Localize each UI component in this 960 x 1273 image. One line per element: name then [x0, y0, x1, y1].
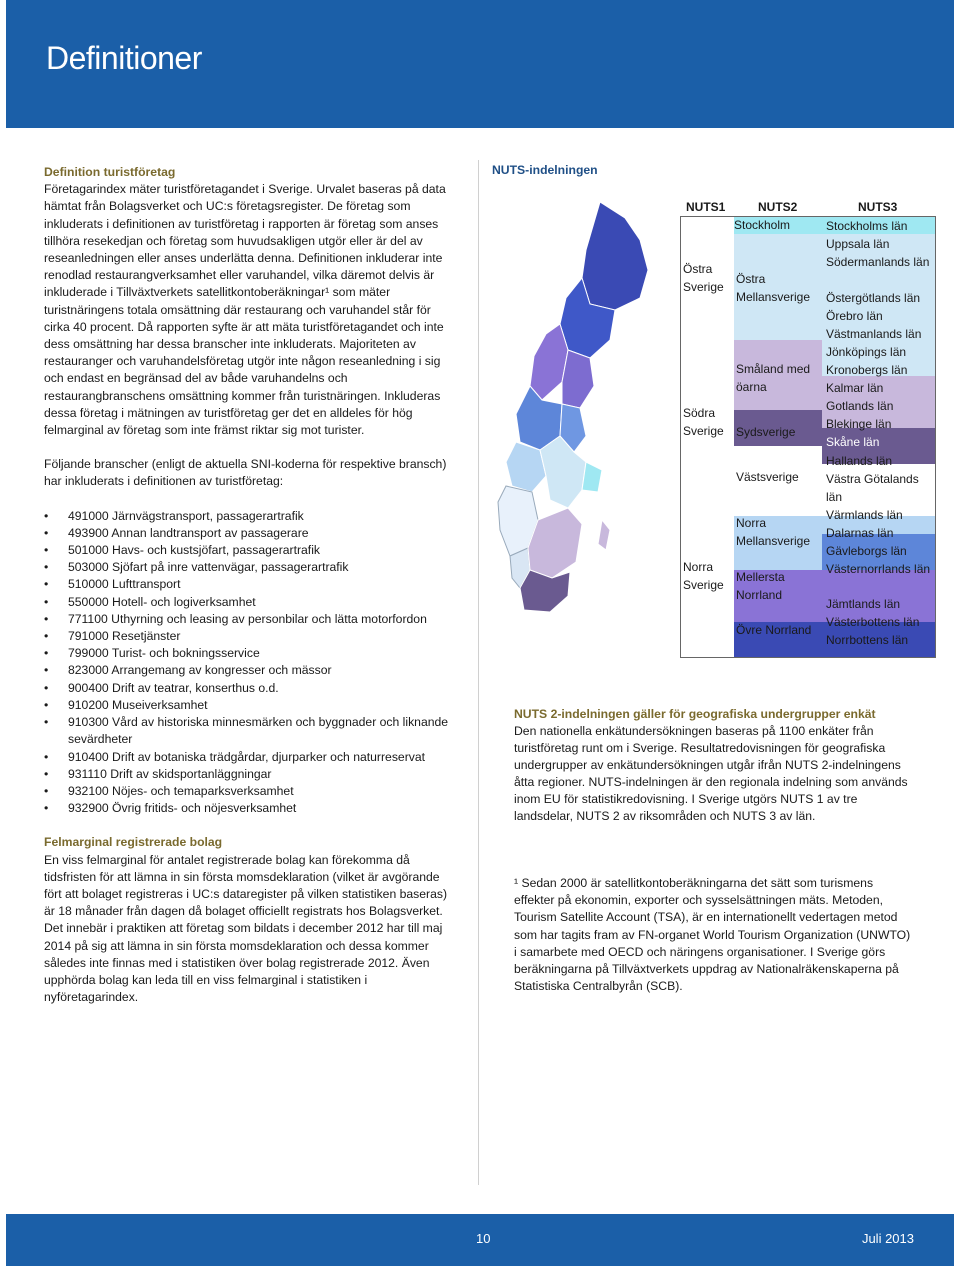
- left-column: [44, 164, 458, 1006]
- map-region-stockholm: [582, 462, 602, 492]
- map-region-gotland: [598, 520, 610, 550]
- nuts2-text: Den nationella enkätundersökningen baseras på 1100 enkäter från turistföretag runt om i Sverige. Resultatredovisningen för geografiska undergrupper av enkätundersökningen utgår ifrån NUTS 2-indelningens åtta regioner. NUTS-indelningen är den regionala indelning som används inom EU för statistikredovisning. I Sverige utgörs NUTS 1 av tre landsdelar, NUTS 2 av riksområden och NUTS 3 av län.: [514, 724, 908, 823]
- felmarginal-text: En viss felmarginal för antalet registrerade bolag kan förekomma då tidsfristen för att lämna in sin första momsdeklaration (vilket är avgörande fört att bolaget registreras i UC:s dataregister på vilken statistiken baseras) är 18 månader från dagen då bolaget officiellt registrats hos Bolagsverket. Det innebär i praktiken att företag som bildats i december 2012 har till maj 2014 på sig att lämna in sin första momsdeklaration och dessa kommer således inte finnas med i statistiken över bolag registrerade 2012. Även upphörda bolag kan leda till en viss felmarginal i statistiken i nyföretagarindex.: [44, 852, 448, 1005]
- nuts3-cell: Västra Götalands län: [826, 472, 919, 504]
- definition-heading: Definition turistföretag: [44, 165, 176, 179]
- list-item: • 771100 Uthyrning och leasing av personbilar och lätta motorfordon: [44, 611, 458, 628]
- list-item: • 932900 Övrig fritids- och nöjesverksamhet: [44, 800, 458, 817]
- list-item: • 503000 Sjöfart på inre vattenvägar, passagerartrafik: [44, 559, 458, 576]
- list-item: • 900400 Drift av teatrar, konserthus o.d.: [44, 680, 458, 697]
- sweden-map: [490, 200, 680, 670]
- page-footer: [6, 1214, 954, 1266]
- nuts2-cell: Övre Norrland: [736, 623, 812, 637]
- nuts3-cell: Gävleborgs län: [826, 544, 907, 558]
- list-item: • 932100 Nöjes- och temaparksverksamhet: [44, 783, 458, 800]
- nuts1-header: NUTS1: [686, 200, 726, 214]
- nuts2-cell: Mellersta Norrland: [736, 570, 785, 602]
- nuts2-heading: NUTS 2-indelningen gäller för geografiska undergrupper enkät: [514, 707, 876, 721]
- nuts3-cell: Östergötlands län: [826, 291, 921, 305]
- nuts3-cell: Hallands län: [826, 454, 893, 468]
- nuts3-cell: Skåne län: [826, 435, 880, 449]
- nuts3-cell: Södermanlands län: [826, 255, 930, 269]
- nuts1-cell: Östra Sverige: [683, 262, 724, 294]
- list-item: • 823000 Arrangemang av kongresser och mässor: [44, 662, 458, 679]
- list-item: • 791000 Resetjänster: [44, 628, 458, 645]
- map-region-ostra-mellansverige: [540, 436, 586, 508]
- list-item: • 491000 Järnvägstransport, passagerartrafik: [44, 508, 458, 525]
- nuts3-cell: Värmlands län: [826, 508, 903, 522]
- map-region-sydsverige: [520, 570, 570, 612]
- map-region-norrbotten: [582, 202, 648, 310]
- nuts3-header: NUTS3: [858, 200, 898, 214]
- list-item: • 501000 Havs- och kustsjöfart, passagerartrafik: [44, 542, 458, 559]
- nuts2-cell: Norra Mellansverige: [736, 516, 811, 548]
- list-item: • 910300 Vård av historiska minnesmärken och byggnader och liknande sevärdheter: [44, 714, 458, 748]
- list-item: • 910200 Museiverksamhet: [44, 697, 458, 714]
- nuts3-cell: Västernorrlands län: [826, 562, 931, 576]
- branch-list: [44, 508, 458, 818]
- page-title: Definitioner: [46, 40, 202, 76]
- list-item: • 910400 Drift av botaniska trädgårdar, djurparker och naturreservat: [44, 749, 458, 766]
- footer-date: Juli 2013: [861, 1231, 914, 1246]
- nuts3-cell: Västerbottens län: [826, 615, 920, 629]
- nuts3-cell: Jämtlands län: [826, 597, 901, 611]
- nuts-heading: NUTS-indelningen: [492, 163, 598, 177]
- nuts3-cell: Jönköpings län: [826, 345, 907, 359]
- nuts2-cell: Västsverige: [736, 470, 799, 484]
- list-item: • 931110 Drift av skidsportanläggningar: [44, 766, 458, 783]
- nuts3-cell: Dalarnas län: [826, 526, 894, 540]
- nuts3-cell: Örebro län: [826, 309, 883, 323]
- list-item: • 510000 Lufttransport: [44, 576, 458, 593]
- nuts2-cell: Östra Mellansverige: [736, 272, 811, 304]
- branch-intro: Följande branscher (enligt de aktuella SNI-koderna för respektive bransch) har inkluderats i definitionen av turistföretag:: [44, 457, 447, 489]
- nuts2-info: [514, 706, 914, 825]
- nuts3-cell: Kalmar län: [826, 381, 884, 395]
- list-item: • 799000 Turist- och bokningsservice: [44, 645, 458, 662]
- nuts3-cell: Norrbottens län: [826, 633, 909, 647]
- page-number: 10: [476, 1231, 491, 1246]
- nuts2-cell: Småland med öarna: [736, 362, 811, 394]
- nuts2-header: NUTS2: [758, 200, 798, 214]
- definition-text: Företagarindex mäter turistföretagandet i Sverige. Urvalet baseras på data hämtat från Bolagsverket och UC:s företagsregister. De företag som inkluderats i definitionen av turistföretag i rapporten är företag som anses tillhöra resekedjan och företag som huvudsakligen utgör eller är del av reseanledningen eller anses underlätta denna. Definitionen inkluderar inte renodlad restaurangverksamhet eller varuhandel, vilka däremot delvis är inkluderade i Tillväxtverkets satellitkontoberäkningar¹ som mäter turistnäringens totala omsättning där restaurang och varuhandel står för cirka 40 procent. Då rapporten syfte är att mäta turistföretagandet och inte dess omsättning har dessa branscher inte inkluderats. Majoriteten av restauranger och varuhandelsföretag utgör inte någon reseanledning i sig och endast en begränsad del av både varuhandelns och restaurangbranschens omsättning kommer från turistnäringen. Inkluderas dessa företag i mätningen av turistföretag ger det en alldeles för hög felmarginal av företag som inte främst riktar sig mot turister.: [44, 182, 446, 438]
- column-divider: [478, 160, 479, 1185]
- nuts3-cell: Uppsala län: [826, 237, 890, 251]
- footnote: ¹ Sedan 2000 är satellitkontoberäkningarna det sätt som turismens effekter på ekonomin, exporter och sysselsättningen mäts. Metoden, Tourism Satellite Account (TSA), är en internationellt vedertagen metod som har tagits fram av FN-organet World Tourism Organization (UNWTO) i samarbete med OECD och näringens organisationer. I Sverige görs beräkningarna på Tillväxtverkets uppdrag av Nationalräkenskaperna på Statistiska Centralbyrån (SCB).: [514, 876, 911, 994]
- nuts3-cell: Stockholms län: [826, 219, 908, 233]
- list-item: • 550000 Hotell- och logiverksamhet: [44, 594, 458, 611]
- list-item: • 493900 Annan landtransport av passagerare: [44, 525, 458, 542]
- nuts1-cell: Södra Sverige: [683, 406, 724, 438]
- nuts1-cell: Norra Sverige: [683, 560, 724, 592]
- felmarginal-heading: Felmarginal registrerade bolag: [44, 835, 223, 850]
- nuts3-cell: Gotlands län: [826, 399, 894, 413]
- nuts2-cell: Sydsverige: [736, 425, 796, 439]
- nuts3-cell: Kronobergs län: [826, 363, 908, 377]
- nuts3-cell: Blekinge län: [826, 417, 892, 431]
- map-region-vasternorrland: [562, 350, 594, 408]
- nuts3-cell: Västmanlands län: [826, 327, 922, 341]
- page-header: [6, 0, 954, 128]
- nuts2-cell: Stockholm: [734, 218, 791, 232]
